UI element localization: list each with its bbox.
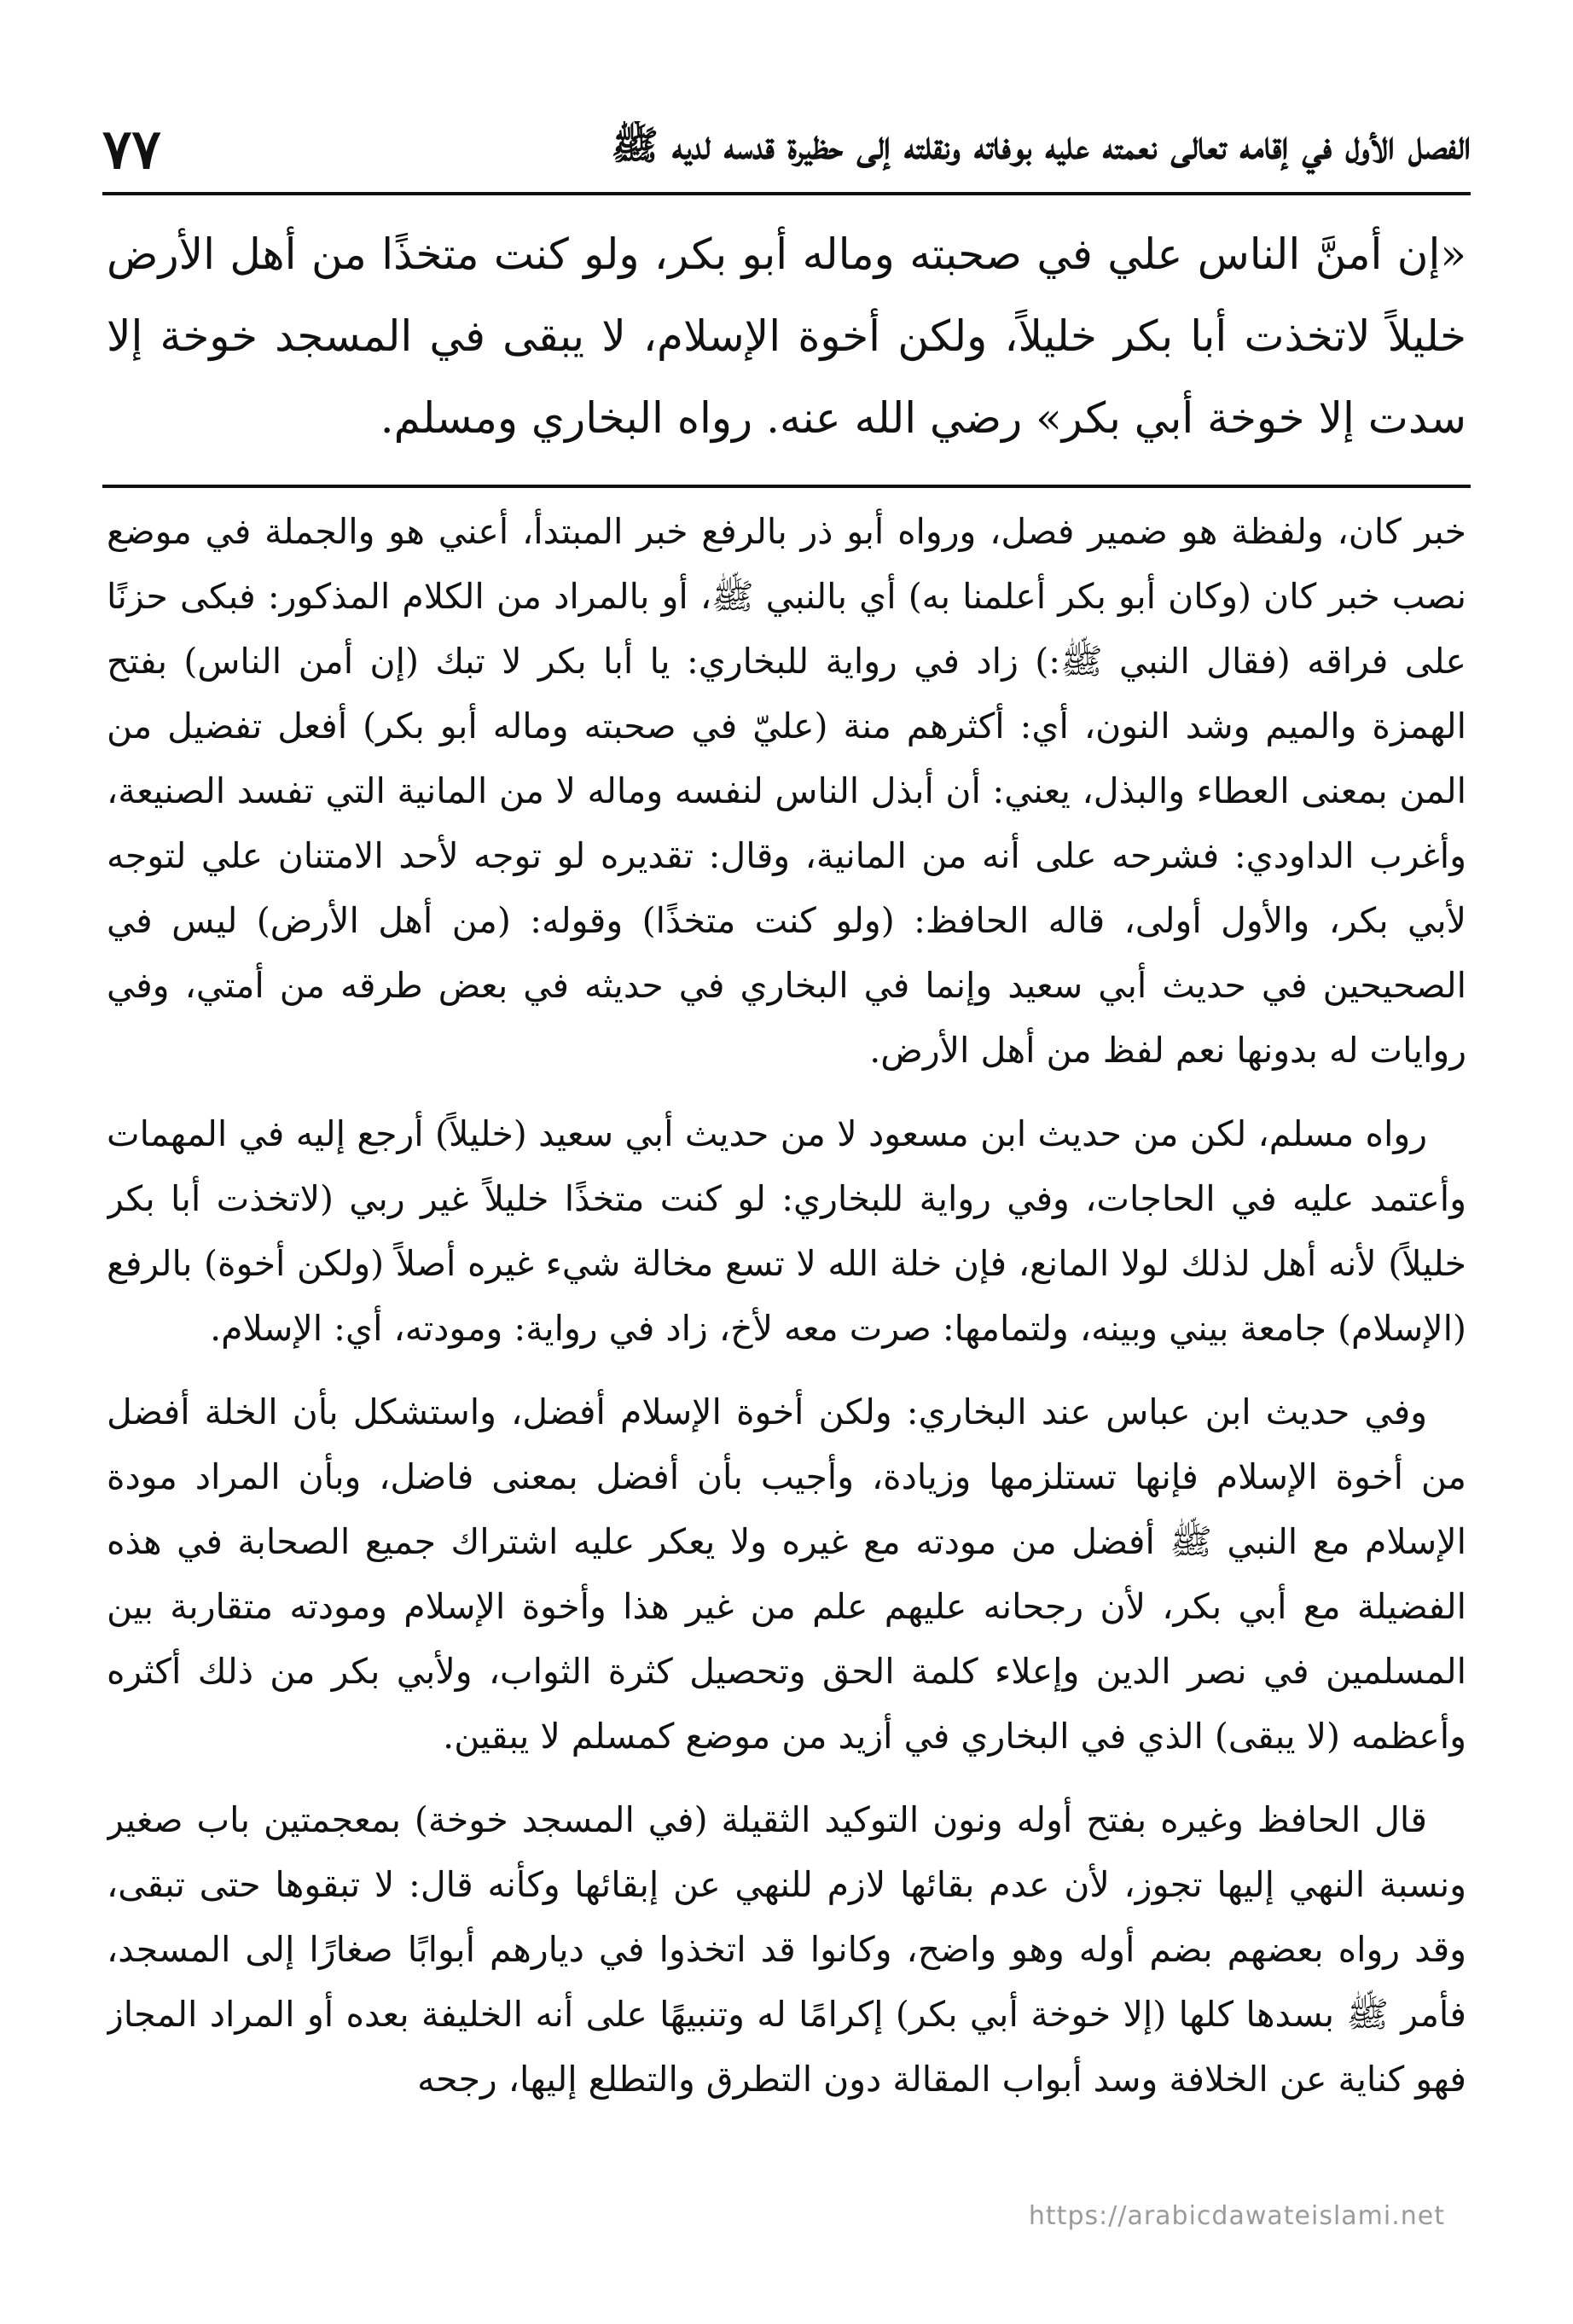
hadith-text: «إن أمنَّ الناس علي في صحبته وماله أبو بكر، ولو كنت متخذًا من أهل الأرض خليلاً لاتخذت أبا بكر خليلاً، ولكن أخوة الإسلام، لا يبقى في المسجد خوخة إلا سدت إلا خوخة أبي بكر» رضي الله عنه. رواه البخاري ومسلم. xyxy=(107,229,1466,443)
commentary-paragraph-4: قال الحافظ وغيره بفتح أوله ونون التوكيد الثقيلة (في المسجد خوخة) بمعجمتين باب صغير ونسبة النهي إليها تجوز، لأن عدم بقائها لازم للنهي عن إبقائها وكأنه قال: لا تبقوها حتى تبقى، وقد رواه بعضهم بضم أوله وهو واضح، وكانوا قد اتخذوا في ديارهم أبوابًا صغارًا إلى المسجد، فأمر ﷺ بسدها كلها (إلا خوخة أبي بكر) إكرامًا له وتنبيهًا على أنه الخليفة بعده أو المراد المجاز فهو كناية عن الخلافة وسد أبواب المقالة دون التطرق والتطلع إليها، رجحه xyxy=(107,1799,1466,2100)
commentary-paragraph-3: وفي حديث ابن عباس عند البخاري: ولكن أخوة الإسلام أفضل، واستشكل بأن الخلة أفضل من أخوة الإسلام فإنها تستلزمها وزيادة، وأجيب بأن أفضل بمعنى فاضل، وبأن المراد مودة الإسلام مع النبي ﷺ أفضل من مودته مع غيره ولا يعكر عليه اشتراك جميع الصحابة في هذه الفضيلة مع أبي بكر، لأن رجحانه عليهم علم من غير هذا وأخوة الإسلام ومودته متقاربة بين المسلمين في نصر الدين وإعلاء كلمة الحق وتحصيل كثرة الثواب، ولأبي بكر من ذلك أكثره وأعظمه (لا يبقى) الذي في البخاري في أزيد من موضع كمسلم لا يبقين. xyxy=(107,1391,1466,1757)
header-rule xyxy=(102,192,1471,195)
watermark-url: https://arabicdawateislami.net xyxy=(1028,2201,1445,2231)
page-number: ٧٧ xyxy=(102,117,161,182)
page-header xyxy=(102,111,1471,188)
running-title: الفصل الأول في إقامه تعالى نعمته عليه بوفاته ونقلته إلى حظيرة قدسه لديه ﷺ xyxy=(611,121,1471,168)
commentary-paragraph-2: رواه مسلم، لكن من حديث ابن مسعود لا من حديث أبي سعيد (خليلاً) أرجع إليه في المهمات وأعتمد عليه في الحاجات، وفي رواية للبخاري: لو كنت متخذًا خليلاً غير ربي (لاتخذت أبا بكر خليلاً) لأنه أهل لذلك لولا المانع، فإن خلة الله لا تسع مخالة شيء غيره أصلاً (ولكن أخوة) بالرفع (الإسلام) جامعة بيني وبينه، ولتمامها: صرت معه لأخ، زاد في رواية: ومودته، أي: الإسلام. xyxy=(107,1113,1466,1349)
commentary-paragraph-1: خبر كان، ولفظة هو ضمير فصل، ورواه أبو ذر بالرفع خبر المبتدأ، أعني هو والجملة في موضع نصب خبر كان (وكان أبو بكر أعلمنا به) أي بالنبي ﷺ، أو بالمراد من الكلام المذكور: فبكى حزنًا على فراقه (فقال النبي ﷺ:) زاد في رواية للبخاري: يا أبا بكر لا تبك (إن أمن الناس) بفتح الهمزة والميم وشد النون، أي: أكثرهم منة (عليّ في صحبته وماله أبو بكر) أفعل تفضيل من المن بمعنى العطاء والبذل، يعني: أن أبذل الناس لنفسه وماله لا من المانية التي تفسد الصنيعة، وأغرب الداودي: فشرحه على أنه من المانية، وقال: تقديره لو توجه لأحد الامتنان علي لتوجه لأبي بكر، والأول أولى، قاله الحافظ: (ولو كنت متخذًا) وقوله: (من أهل الأرض) ليس في الصحيحين في حديث أبي سعيد وإنما في البخاري في حديثه في بعض طرقه من أمتي، وفي روايات له بدونها نعم لفظ من أهل الأرض. xyxy=(107,511,1466,1071)
commentary-body xyxy=(107,499,1466,2265)
separator-rule xyxy=(102,485,1471,488)
